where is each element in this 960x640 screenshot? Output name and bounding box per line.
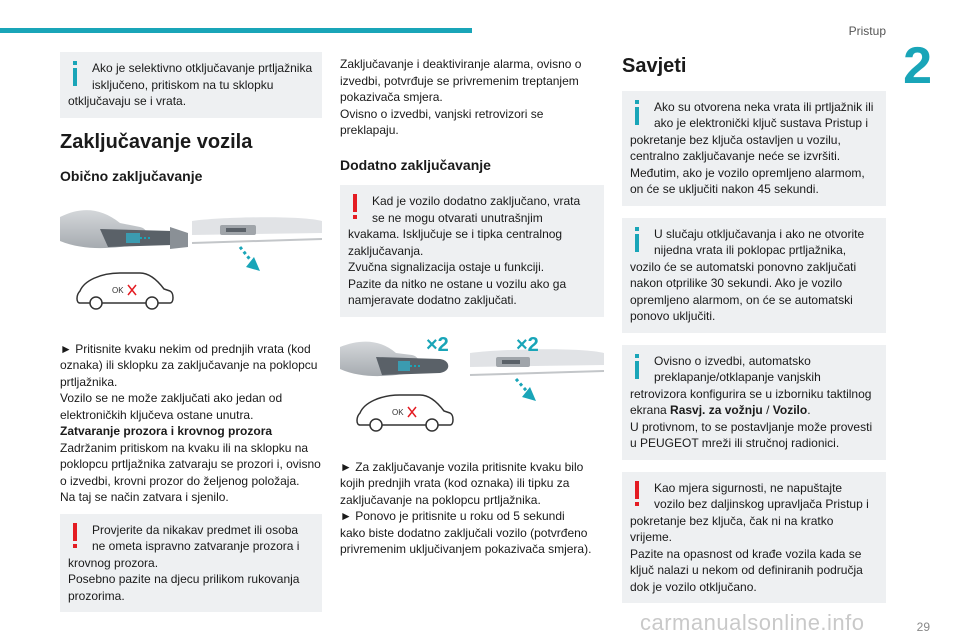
body-line: Ovisno o izvedbi, vanjski retrovizori se bbox=[340, 106, 544, 121]
header-accent-bar bbox=[0, 28, 472, 33]
text-span: ekrana bbox=[630, 403, 671, 417]
info-line: centralno zaključavanje neće se izvršiti. bbox=[630, 149, 841, 163]
info-line: otključavaju se i vrata. bbox=[68, 94, 187, 108]
subheading: Dodatno zaključavanje bbox=[340, 156, 491, 173]
body-text bbox=[340, 459, 604, 558]
info-line: ponovo uključiti. bbox=[630, 309, 716, 323]
warning-line: Zvučna signalizacija ostaje u funkciji. bbox=[348, 260, 545, 274]
body-line: Vozilo se ne može zaključati ako jedan od bbox=[60, 391, 283, 405]
warning-line: kvakama. Isključuje se i tipka centralnog bbox=[348, 227, 563, 241]
warning-line: Posebno pazite na djecu prilikom rukovanja bbox=[68, 572, 300, 586]
info-icon bbox=[68, 60, 82, 88]
info-line: retrovizora konfigurira se u izborniku taktilnog bbox=[630, 386, 872, 401]
info-line: opremljeno alarmom, on će se automatski bbox=[630, 292, 853, 307]
info-line: Ako je selektivno otključavanje prtljažnika bbox=[92, 61, 313, 75]
info-line-menu-path bbox=[630, 402, 878, 419]
body-line: izvedbi, potvrđuje se privremenim treptanjem bbox=[340, 73, 579, 88]
info-icon bbox=[630, 226, 644, 254]
info-line: Međutim, ako je vozilo opremljeno alarmom, bbox=[630, 165, 865, 180]
warning-line: prozorima. bbox=[68, 588, 125, 603]
multiplier-right: ×2 bbox=[516, 333, 539, 356]
info-icon bbox=[630, 353, 644, 381]
warning-line: namjeravate dodatno zaključati. bbox=[348, 293, 517, 307]
body-line: ► Za zaključavanje vozila pritisnite kvaku bilo bbox=[340, 459, 584, 474]
watermark: carmanualsonline.info bbox=[640, 610, 865, 635]
body-line: Na taj se način zatvara i sjenilo. bbox=[60, 490, 229, 504]
body-line: pokazivača smjera. bbox=[340, 90, 443, 104]
warning-line: Pazite na opasnost od krađe vozila kada se bbox=[630, 546, 862, 561]
warning-icon bbox=[630, 480, 644, 508]
body-line: kojih prednjih vrata (kod oznaka) ili tipku za bbox=[340, 476, 570, 490]
body-line: elektroničkih ključeva ostane unutra. bbox=[60, 407, 254, 422]
body-line: Zadržanim pritiskom na kvaku ili na sklopku na bbox=[60, 440, 309, 455]
ok-label: OK bbox=[392, 407, 404, 417]
subheading: Obično zaključavanje bbox=[60, 168, 203, 184]
section-heading: Zaključavanje vozila bbox=[60, 130, 253, 153]
warning-line: se ne mogu otvarati unutrašnjim bbox=[372, 210, 543, 225]
warning-icon bbox=[348, 193, 362, 221]
body-line: prtljažnika. bbox=[60, 374, 118, 389]
body-text bbox=[340, 56, 604, 139]
warning-line: vrijeme. bbox=[630, 530, 673, 544]
door-handle-illustration bbox=[60, 203, 322, 321]
info-line: pokretanje bez ključa ostavljen u vozilu, bbox=[630, 132, 841, 147]
info-line: nijedna vrata ili poklopac prtljažnika, bbox=[654, 243, 847, 257]
body-line: privremenim uključivanjem pokazivača smjera). bbox=[340, 542, 592, 556]
chapter-number: 2 bbox=[903, 37, 932, 95]
info-box bbox=[622, 218, 886, 333]
body-line: Zaključavanje i deaktiviranje alarma, ovisno o bbox=[340, 57, 582, 71]
info-line: nakon otprilike 30 sekundi. Ako je vozilo bbox=[630, 276, 843, 290]
body-line: poklopcu prtljažnika zatvaraju se prozori i, ovisno bbox=[60, 457, 321, 471]
info-line: U slučaju otključavanja i ako ne otvorite bbox=[654, 226, 865, 241]
body-text bbox=[60, 341, 322, 506]
column-2 bbox=[340, 56, 604, 558]
warning-line: Kad je vozilo dodatno zaključano, vrata bbox=[372, 194, 581, 208]
warning-line: pokretanje bez ključa, čak ni na kratko bbox=[630, 513, 834, 528]
section-heading: Savjeti bbox=[622, 55, 687, 77]
body-line: ► Ponovo je pritisnite u roku od 5 sekundi bbox=[340, 509, 565, 523]
info-line: preklapanje/otklapanje vanjskih bbox=[654, 370, 821, 384]
info-line: isključeno, pritiskom na tu sklopku bbox=[92, 77, 274, 92]
warning-box bbox=[60, 514, 322, 613]
multiplier-left: ×2 bbox=[426, 333, 449, 356]
info-line: u PEUGEOT mreži ili stručnoj radionici. bbox=[630, 436, 840, 450]
warning-box bbox=[622, 472, 886, 604]
warning-icon bbox=[68, 522, 82, 550]
page-number: 29 bbox=[916, 620, 930, 634]
info-box bbox=[622, 345, 886, 460]
info-box bbox=[60, 52, 322, 118]
illustration-double-lock bbox=[340, 333, 604, 441]
warning-line: Provjerite da nikakav predmet ili osoba bbox=[92, 522, 299, 537]
body-line: preklapaju. bbox=[340, 123, 399, 137]
body-line: o izvedbi, krovni prozor do željenog položaja. bbox=[60, 473, 300, 488]
bold-heading-line: Zatvaranje prozora i krovnog prozora bbox=[60, 424, 273, 438]
body-line: zaključavanje na poklopcu prtljažnika. bbox=[340, 492, 541, 507]
warning-line: ključ nalazi u nekom od definiranih područja bbox=[630, 563, 863, 577]
info-line: on će se uključiti nakon 45 sekundi. bbox=[630, 182, 819, 196]
warning-line: Kao mjera sigurnosti, ne napuštajte bbox=[654, 480, 843, 495]
illustration-normal-lock bbox=[60, 203, 322, 321]
warning-line: zaključavanja. bbox=[348, 243, 424, 258]
info-line: ako je elektronički ključ sustava Pristup i bbox=[654, 116, 869, 130]
column-1 bbox=[60, 48, 322, 624]
info-line: Ovisno o izvedbi, automatsko bbox=[654, 353, 811, 368]
section-title: Pristup bbox=[848, 24, 886, 38]
body-line: oznaka) ili sklopku za zaključavanje na poklopcu bbox=[60, 358, 318, 372]
info-icon bbox=[630, 99, 644, 127]
ok-label: OK bbox=[112, 285, 124, 295]
double-lock-illustration bbox=[340, 333, 604, 441]
text-span: / bbox=[762, 403, 773, 417]
info-line: Ako su otvorena neka vrata ili prtljažnik ili bbox=[654, 99, 874, 114]
menu-label: Rasvj. za vožnju bbox=[670, 403, 763, 417]
info-box bbox=[622, 91, 886, 206]
warning-box bbox=[340, 185, 604, 317]
info-line: U protivnom, to se postavljanje može provesti bbox=[630, 419, 873, 434]
warning-line: dok je vozilo otključano. bbox=[630, 579, 757, 594]
body-line: kako biste dodatno zaključali vozilo (potvrđeno bbox=[340, 525, 588, 540]
warning-line: ne ometa ispravno zatvaranje prozora i bbox=[92, 539, 300, 553]
text-span: . bbox=[807, 403, 811, 417]
warning-line: Pazite da nitko ne ostane u vozilu ako ga bbox=[348, 276, 567, 291]
body-line: ► Pritisnite kvaku nekim od prednjih vrata (kod bbox=[60, 341, 311, 356]
warning-line: krovnog prozora. bbox=[68, 555, 159, 570]
info-line: vozilo će se automatski ponovno zaključati bbox=[630, 259, 857, 274]
warning-line: vozilo bez daljinskog upravljača Pristup i bbox=[654, 497, 869, 511]
column-3 bbox=[622, 52, 886, 615]
menu-label: Vozilo bbox=[772, 403, 808, 417]
